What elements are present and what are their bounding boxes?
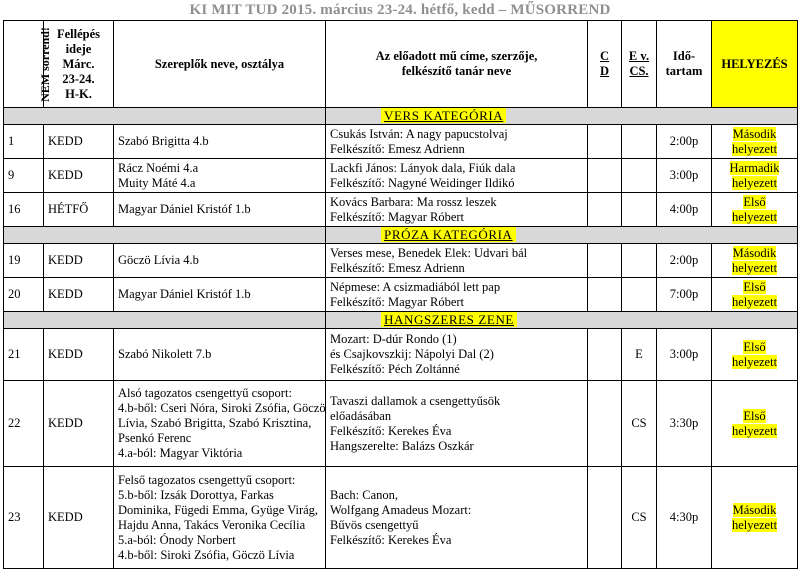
header-cd-line: C: [599, 49, 610, 63]
program-table: [3, 20, 798, 569]
page-title: KI MIT TUD 2015. március 23-24. hétfő, kedd – MŰSORREND: [189, 2, 611, 18]
work-line: Felkészítő: Kerekes Éva: [330, 532, 452, 547]
category-row: [4, 108, 798, 125]
work-line: Verses mese, Benedek Elek: Udvari bál: [330, 245, 528, 260]
row-placing: [712, 193, 798, 227]
row-cd: [588, 329, 622, 381]
row-ecs: [622, 278, 657, 312]
performer-line: Muity Máté 4.a: [118, 175, 196, 190]
placing-line: Második: [732, 502, 777, 517]
placing-line: Második: [732, 126, 777, 141]
category-label: VERS KATEGÓRIA: [381, 108, 506, 123]
header-ecs: [622, 21, 657, 108]
header-time: [44, 21, 114, 108]
row-ecs: E: [622, 329, 657, 381]
row-day: KEDD: [44, 159, 114, 193]
performer-line: Psenkó Ferenc: [118, 431, 192, 445]
row-number: 9: [4, 159, 44, 193]
work-line: Felkészítő: Kerekes Éva: [330, 423, 452, 438]
row-work: [326, 329, 588, 381]
performer-line: Göczö Lívia 4.b: [118, 253, 199, 267]
placing-line: helyezett: [731, 209, 778, 224]
performer-line: Hajdu Anna, Takács Veronika Cecília: [118, 517, 306, 532]
work-line: Kovács Barbara: Ma rossz leszek: [330, 194, 497, 209]
row-number: 21: [4, 329, 44, 381]
placing-line: helyezett: [731, 354, 778, 369]
work-line: Csukás István: A nagy papucstolvaj: [330, 126, 508, 141]
category-cell: [326, 312, 798, 329]
performer-line: Dominika, Fügedi Emma, Gyüge Virág,: [118, 502, 319, 517]
row-ecs: [622, 125, 657, 159]
placing-line: helyezett: [731, 423, 778, 438]
row-day: KEDD: [44, 278, 114, 312]
row-number: 19: [4, 244, 44, 278]
performer-line: Felső tagozatos csengettyű csoport:: [118, 472, 296, 487]
row-number: 22: [4, 381, 44, 467]
row-day: KEDD: [44, 381, 114, 467]
performer-line: Rácz Noémi 4.a: [118, 160, 199, 175]
table-row: [4, 329, 798, 381]
row-cd: [588, 193, 622, 227]
work-line: és Csajkovszkij: Nápolyi Dal (2): [330, 347, 494, 361]
placing-line: helyezett: [731, 294, 778, 309]
row-duration: 3:00p: [657, 159, 712, 193]
table-row: [4, 381, 798, 467]
placing-line: helyezett: [731, 517, 778, 532]
header-cd: [588, 21, 622, 108]
work-line: Felkészítő: Péch Zoltánné: [330, 362, 460, 376]
row-work: [326, 381, 588, 467]
row-placing: [712, 278, 798, 312]
table-row: [4, 467, 798, 569]
row-placing: [712, 329, 798, 381]
row-day: KEDD: [44, 125, 114, 159]
performer-line: 4.a-ból: Magyar Viktória: [118, 446, 243, 460]
table-row: [4, 159, 798, 193]
work-line: előadásában: [330, 408, 392, 423]
category-row: [4, 312, 798, 329]
row-number: 16: [4, 193, 44, 227]
row-performers: [114, 159, 326, 193]
row-placing: [712, 125, 798, 159]
row-work: [326, 125, 588, 159]
work-line: Felkészítő: Emesz Adrienn: [330, 260, 465, 275]
row-duration: 3:30p: [657, 381, 712, 467]
table-row: [4, 244, 798, 278]
row-placing: [712, 381, 798, 467]
row-duration: 4:30p: [657, 467, 712, 569]
placing-line: helyezett: [731, 260, 778, 275]
category-cell: [326, 227, 798, 244]
row-performers: [114, 381, 326, 467]
header-ecs-line: E v.: [628, 49, 650, 63]
row-cd: [588, 159, 622, 193]
performer-line: 4.b-ből: Cseri Nóra, Siroki Zsófia, Göczö: [118, 401, 326, 415]
category-label: HANGSZERES ZENE: [381, 312, 517, 327]
header-nem: NEM sorrend!: [4, 21, 44, 108]
work-line: Felkészítő: Magyar Róbert: [330, 294, 464, 309]
row-work: [326, 467, 588, 569]
row-day: KEDD: [44, 467, 114, 569]
table-row: [4, 125, 798, 159]
header-time-line: Márc.: [62, 56, 95, 71]
row-cd: [588, 381, 622, 467]
row-performers: [114, 329, 326, 381]
program-body: [4, 108, 798, 569]
row-number: 20: [4, 278, 44, 312]
placing-line: Első: [743, 279, 766, 294]
row-work: [326, 193, 588, 227]
header-time-line: H-K.: [65, 86, 92, 101]
row-work: [326, 278, 588, 312]
work-line: Mozart: D-dúr Rondo (1): [330, 332, 457, 346]
work-line: Tavaszi dallamok a csengettyűsök: [330, 393, 501, 408]
row-day: HÉTFŐ: [44, 193, 114, 227]
header-work: [326, 21, 588, 108]
row-cd: [588, 244, 622, 278]
header-time-line: 23-24.: [62, 71, 95, 86]
row-placing: [712, 244, 798, 278]
row-work: [326, 244, 588, 278]
row-ecs: CS: [622, 467, 657, 569]
row-duration: 2:00p: [657, 125, 712, 159]
row-duration: 7:00p: [657, 278, 712, 312]
placing-line: Első: [743, 194, 766, 209]
row-performers: [114, 467, 326, 569]
row-placing: [712, 467, 798, 569]
performer-line: 5.b-ből: Izsák Dorottya, Farkas: [118, 487, 274, 502]
row-day: KEDD: [44, 329, 114, 381]
performer-line: Magyar Dániel Kristóf 1.b: [118, 287, 251, 301]
row-day: KEDD: [44, 244, 114, 278]
table-row: [4, 193, 798, 227]
row-duration: 2:00p: [657, 244, 712, 278]
table-row: [4, 278, 798, 312]
work-line: Felkészítő: Emesz Adrienn: [330, 141, 465, 156]
work-line: Hangszerelte: Balázs Oszkár: [330, 438, 474, 453]
performer-line: Lívia, Szabó Brigitta, Szabó Krisztina,: [118, 416, 312, 430]
work-line: Bach: Canon,: [330, 487, 399, 502]
performer-line: 4.b-ből: Siroki Zsófia, Göczö Lívia: [118, 547, 295, 562]
row-performers: [114, 244, 326, 278]
category-row: [4, 227, 798, 244]
work-line: Bűvös csengettyű: [330, 517, 419, 532]
header-placing: HELYEZÉS: [712, 21, 798, 108]
header-ecs-line: CS.: [629, 64, 649, 78]
row-work: [326, 159, 588, 193]
category-spacer: [4, 312, 326, 329]
header-duration-line: tartam: [665, 64, 703, 78]
performer-line: Alsó tagozatos csengettyű csoport:: [118, 386, 292, 400]
category-cell: [326, 108, 798, 125]
row-cd: [588, 125, 622, 159]
performer-line: Magyar Dániel Kristóf 1.b: [118, 202, 251, 216]
header-duration-line: Idő-: [672, 49, 696, 63]
header-performers: Szereplők neve, osztálya: [114, 21, 326, 108]
row-performers: [114, 125, 326, 159]
work-line: Felkészítő: Magyar Róbert: [330, 209, 464, 224]
placing-line: Első: [743, 408, 766, 423]
placing-line: Harmadik: [729, 160, 780, 175]
row-cd: [588, 467, 622, 569]
placing-line: helyezett: [731, 175, 778, 190]
work-line: Wolfgang Amadeus Mozart:: [330, 502, 472, 517]
row-number: 1: [4, 125, 44, 159]
performer-line: Szabó Brigitta 4.b: [118, 134, 209, 148]
performer-line: 5.a-ból: Ónody Norbert: [118, 532, 236, 547]
header-time-line: Fellépés: [56, 26, 101, 41]
row-performers: [114, 278, 326, 312]
header-duration: [657, 21, 712, 108]
work-line: Felkészítő: Nagyné Weidinger Ildikó: [330, 175, 515, 190]
row-ecs: [622, 193, 657, 227]
header-time-line: ideje: [65, 41, 92, 56]
performer-line: Szabó Nikolett 7.b: [118, 347, 212, 361]
header-work-line: felkészítő tanár neve: [401, 64, 512, 78]
work-line: Népmese: A csizmadiából lett pap: [330, 279, 501, 294]
placing-line: Első: [743, 339, 766, 354]
header-cd-line: D: [599, 64, 610, 78]
category-label: PRÓZA KATEGÓRIA: [381, 227, 516, 242]
row-placing: [712, 159, 798, 193]
work-line: Lackfi János: Lányok dala, Fiúk dala: [330, 160, 516, 175]
category-spacer: [4, 227, 326, 244]
row-ecs: [622, 159, 657, 193]
row-cd: [588, 278, 622, 312]
header-row: [4, 21, 798, 108]
row-ecs: CS: [622, 381, 657, 467]
row-ecs: [622, 244, 657, 278]
placing-line: helyezett: [731, 141, 778, 156]
row-duration: 4:00p: [657, 193, 712, 227]
category-spacer: [4, 108, 326, 125]
row-duration: 3:00p: [657, 329, 712, 381]
placing-line: Második: [732, 245, 777, 260]
header-work-line: Az előadott mű címe, szerzője,: [375, 49, 538, 63]
row-number: 23: [4, 467, 44, 569]
row-performers: [114, 193, 326, 227]
